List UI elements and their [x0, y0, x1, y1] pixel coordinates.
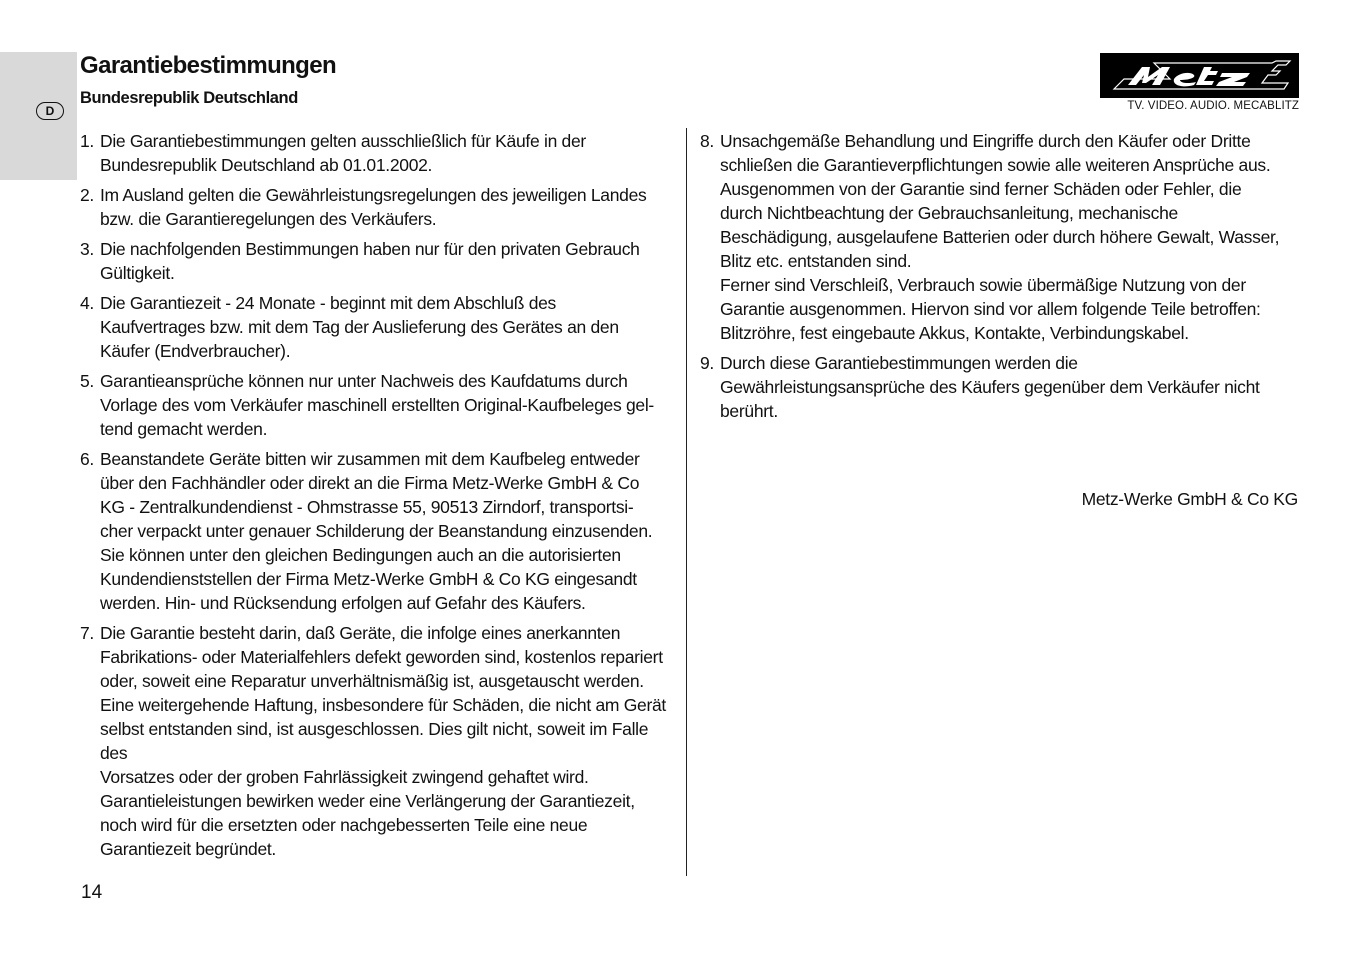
metz-logo [1100, 53, 1299, 98]
left-column [80, 129, 676, 867]
item-line: Durch diese Garantiebestimmungen werden die [720, 353, 1078, 373]
item-line: Kundendienststellen der Firma Metz-Werke GmbH & Co KG eingesandt [100, 569, 637, 589]
guarantee-item-9 [700, 351, 1300, 423]
item-line: Die Garantiezeit - 24 Monate - beginnt mit dem Abschluß des [100, 293, 557, 313]
metz-wordmark-icon [1100, 53, 1299, 98]
logo-tagline: TV. VIDEO. AUDIO. MECABLITZ [1127, 100, 1299, 112]
item-line: Blitz etc. entstanden sind. [720, 251, 912, 271]
item-line: Garantiezeit begründet. [100, 839, 276, 859]
guarantee-item-5 [80, 369, 676, 441]
item-line: schließen die Garantieverpflichtungen sowie alle weiteren Ansprüche aus. [720, 155, 1271, 175]
right-column [700, 129, 1300, 429]
item-line: selbst entstanden sind, ist ausgeschlossen. Dies gilt nicht, soweit im Falle des [100, 719, 649, 763]
column-divider [686, 128, 687, 876]
item-line: cher verpackt unter genauer Schilderung der Beanstandung einzusenden. [100, 521, 653, 541]
item-number: 6. [80, 449, 94, 469]
item-line: Ferner sind Verschleiß, Verbrauch sowie übermäßige Nutzung von der [720, 275, 1246, 295]
guarantee-item-7 [80, 621, 676, 861]
item-line: Beschädigung, ausgelaufene Batterien oder durch höhere Gewalt, Wasser, [720, 227, 1280, 247]
item-number: 4. [80, 293, 94, 313]
item-line: Kaufvertrages bzw. mit dem Tag der Auslieferung des Gerätes an den [100, 317, 619, 337]
item-line: über den Fachhändler oder direkt an die Firma Metz-Werke GmbH & Co [100, 473, 640, 493]
item-line: Beanstandete Geräte bitten wir zusammen mit dem Kaufbeleg entweder [100, 449, 640, 469]
item-line: Die Garantiebestimmungen gelten ausschließlich für Käufe in der [100, 131, 586, 151]
item-line: Vorsatzes oder der groben Fahrlässigkeit zwingend gehaftet wird. [100, 767, 589, 787]
item-line: Vorlage des vom Verkäufer maschinell erstellten Original-Kaufbeleges gel- [100, 395, 654, 415]
item-line: durch Nichtbeachtung der Gebrauchsanleitung, mechanische [720, 203, 1178, 223]
item-line: Sie können unter den gleichen Bedingungen auch an die autorisierten [100, 545, 621, 565]
item-line: berührt. [720, 401, 778, 421]
item-line: Die nachfolgenden Bestimmungen haben nur für den privaten Gebrauch [100, 239, 640, 259]
item-line: Fabrikations- oder Materialfehlers defekt geworden sind, kostenlos repariert [100, 647, 663, 667]
item-line: bzw. die Garantieregelungen des Verkäufers. [100, 209, 437, 229]
item-line: Gültigkeit. [100, 263, 175, 283]
item-line: Im Ausland gelten die Gewährleistungsregelungen des jeweiligen Landes [100, 185, 647, 205]
item-number: 9. [700, 353, 714, 373]
language-badge: D [36, 102, 64, 120]
item-line: Die Garantie besteht darin, daß Geräte, die infolge eines anerkannten [100, 623, 621, 643]
item-number: 7. [80, 623, 94, 643]
page-title: Garantiebestimmungen [80, 52, 337, 79]
item-number: 3. [80, 239, 94, 259]
company-signature: Metz-Werke GmbH & Co KG [1081, 489, 1298, 509]
item-number: 1. [80, 131, 94, 151]
page-subtitle: Bundesrepublik Deutschland [80, 89, 298, 107]
page-number: 14 [81, 882, 103, 903]
guarantee-item-1 [80, 129, 676, 177]
item-line: Eine weitergehende Haftung, insbesondere für Schäden, die nicht am Gerät [100, 695, 666, 715]
item-line: werden. Hin- und Rücksendung erfolgen auf Gefahr des Käufers. [100, 593, 586, 613]
item-line: Garantieansprüche können nur unter Nachweis des Kaufdatums durch [100, 371, 628, 391]
item-number: 2. [80, 185, 94, 205]
guarantee-item-3 [80, 237, 676, 285]
item-line: Käufer (Endverbraucher). [100, 341, 291, 361]
item-number: 8. [700, 131, 714, 151]
guarantee-item-6 [80, 447, 676, 615]
item-line: Garantieleistungen bewirken weder eine Verlängerung der Garantiezeit, [100, 791, 635, 811]
item-line: oder, soweit eine Reparatur unverhältnismäßig ist, ausgetauscht werden. [100, 671, 644, 691]
item-line: Garantie ausgenommen. Hiervon sind vor allem folgende Teile betroffen: [720, 299, 1261, 319]
guarantee-item-4 [80, 291, 676, 363]
guarantee-item-8 [700, 129, 1300, 345]
item-line: Blitzröhre, fest eingebaute Akkus, Kontakte, Verbindungskabel. [720, 323, 1189, 343]
guarantee-item-2 [80, 183, 676, 231]
item-line: Unsachgemäße Behandlung und Eingriffe durch den Käufer oder Dritte [720, 131, 1251, 151]
item-line: Bundesrepublik Deutschland ab 01.01.2002. [100, 155, 433, 175]
item-line: Ausgenommen von der Garantie sind ferner Schäden oder Fehler, die [720, 179, 1242, 199]
item-line: KG - Zentralkundendienst - Ohmstrasse 55, 90513 Zirndorf, transportsi- [100, 497, 634, 517]
item-number: 5. [80, 371, 94, 391]
item-line: tend gemacht werden. [100, 419, 268, 439]
item-line: noch wird für die ersetzten oder nachgebesserten Teile eine neue [100, 815, 588, 835]
item-line: Gewährleistungsansprüche des Käufers gegenüber dem Verkäufer nicht [720, 377, 1260, 397]
